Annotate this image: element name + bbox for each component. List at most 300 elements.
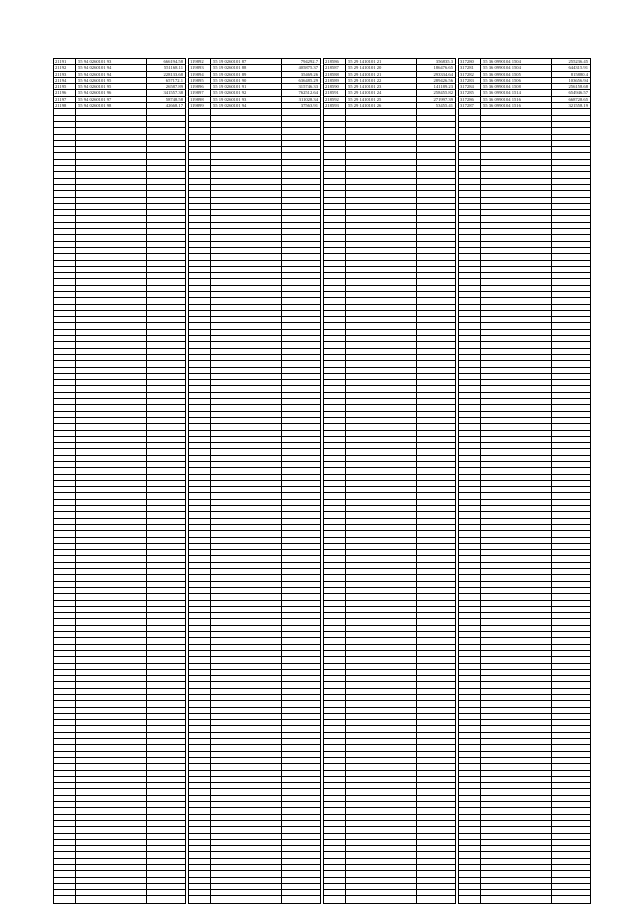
cadastral-number: [211, 651, 282, 656]
row-number: [189, 582, 211, 587]
value-cell: [147, 342, 185, 347]
cadastral-number: [346, 884, 417, 889]
cadastral-number: [76, 802, 147, 807]
row-number: [459, 166, 481, 171]
row-number: [189, 128, 211, 133]
row-number: [324, 122, 346, 127]
row-number: [54, 481, 76, 486]
value-cell: [147, 695, 185, 700]
row-number: [189, 305, 211, 310]
row-number: [324, 179, 346, 184]
row-number: [324, 733, 346, 738]
row-number: [459, 708, 481, 713]
row-number: [459, 638, 481, 643]
row-number: [189, 412, 211, 417]
row-number: [459, 632, 481, 637]
cadastral-number: [346, 210, 417, 215]
row-number: [189, 871, 211, 876]
row-number: [324, 619, 346, 624]
row-number: [189, 764, 211, 769]
cadastral-number: [346, 708, 417, 713]
value-cell: [417, 563, 455, 568]
row-number: [189, 273, 211, 278]
row-number: [459, 519, 481, 524]
value-cell: [552, 796, 590, 801]
cadastral-number: [76, 739, 147, 744]
row-number: [54, 311, 76, 316]
cadastral-number: [481, 393, 552, 398]
row-number: [324, 588, 346, 593]
row-number: [324, 834, 346, 839]
row-number: [324, 777, 346, 782]
row-number: [189, 884, 211, 889]
row-number: [54, 235, 76, 240]
cadastral-number: [346, 519, 417, 524]
value-cell: [147, 594, 185, 599]
cadastral-number: [211, 575, 282, 580]
row-number: [54, 896, 76, 902]
row-number: [459, 418, 481, 423]
cadastral-number: [76, 128, 147, 133]
row-number: 119892: [189, 59, 211, 64]
row-number: [324, 141, 346, 146]
value-cell: [552, 670, 590, 675]
row-number: [459, 386, 481, 391]
row-number: [54, 279, 76, 284]
row-number: [459, 229, 481, 234]
cadastral-number: [211, 588, 282, 593]
cadastral-number: [481, 538, 552, 543]
value-cell: [147, 292, 185, 297]
row-number: [54, 424, 76, 429]
value-cell: [552, 701, 590, 706]
row-number: [54, 670, 76, 675]
row-number: 218593: [324, 103, 346, 108]
row-number: [189, 834, 211, 839]
row-number: [54, 456, 76, 461]
cadastral-number: [211, 261, 282, 266]
row-number: [54, 204, 76, 209]
cadastral-number: [76, 305, 147, 310]
value-cell: 356835.3: [435, 59, 453, 64]
row-number: [459, 815, 481, 820]
cadastral-number: [346, 531, 417, 536]
value-cell: [147, 462, 185, 467]
cadastral-number: [346, 223, 417, 228]
cadastral-number: [211, 481, 282, 486]
row-number: [459, 336, 481, 341]
cadastral-number: [481, 242, 552, 247]
cadastral-number: [211, 613, 282, 618]
value-cell: [147, 160, 185, 165]
value-cell: [282, 834, 320, 839]
cadastral-number: [211, 449, 282, 454]
cadastral-number: [481, 657, 552, 662]
cadastral-number: [481, 172, 552, 177]
value-cell: [552, 771, 590, 776]
value-cell: [282, 109, 320, 114]
cadastral-number: [211, 160, 282, 165]
row-number: [189, 638, 211, 643]
cadastral-number: [211, 185, 282, 190]
row-number: [459, 437, 481, 442]
row-number: [54, 317, 76, 322]
value-cell: 141189.23: [433, 84, 453, 90]
value-cell: [417, 185, 455, 190]
cadastral-number: [211, 884, 282, 889]
row-number: [459, 500, 481, 505]
value-cell: [282, 323, 320, 328]
value-cell: [417, 550, 455, 555]
value-cell: 42668.17: [165, 103, 183, 109]
row-number: [54, 374, 76, 379]
cadastral-number: [76, 512, 147, 517]
row-number: [189, 399, 211, 404]
row-number: [54, 695, 76, 700]
cadastral-number: [76, 796, 147, 801]
row-number: [324, 827, 346, 832]
row-number: [189, 802, 211, 807]
row-number: [54, 330, 76, 335]
row-number: [189, 475, 211, 480]
value-cell: [417, 424, 455, 429]
row-number: [459, 349, 481, 354]
row-number: [324, 330, 346, 335]
cadastral-number: 55 36 0990104 1504: [481, 59, 552, 64]
value-cell: [147, 708, 185, 713]
cadastral-number: [346, 122, 417, 127]
cadastral-number: [481, 368, 552, 373]
value-cell: [552, 198, 590, 203]
value-cell: 289426.56: [433, 77, 453, 83]
value-cell: [147, 512, 185, 517]
row-number: [324, 714, 346, 719]
value-cell: [282, 166, 320, 171]
value-cell: [417, 840, 455, 845]
cadastral-number: [346, 645, 417, 650]
row-number: [189, 292, 211, 297]
row-number: [324, 676, 346, 681]
cadastral-number: [346, 412, 417, 417]
cadastral-number: [346, 279, 417, 284]
row-number: [189, 405, 211, 410]
cadastral-number: [481, 582, 552, 587]
cadastral-number: [346, 216, 417, 221]
value-cell: [552, 386, 590, 391]
cadastral-number: [211, 563, 282, 568]
value-cell: [417, 336, 455, 341]
row-number: [459, 456, 481, 461]
row-number: [459, 109, 481, 114]
row-number: [189, 361, 211, 366]
row-number: [189, 424, 211, 429]
row-number: [189, 733, 211, 738]
cadastral-number: [211, 708, 282, 713]
cadastral-number: [346, 368, 417, 373]
value-cell: [417, 890, 455, 895]
row-number: [324, 846, 346, 851]
cadastral-number: [211, 128, 282, 133]
cadastral-number: [346, 179, 417, 184]
value-cell: [552, 468, 590, 473]
cadastral-number: [76, 267, 147, 272]
cadastral-number: [346, 733, 417, 738]
cadastral-number: [481, 374, 552, 379]
value-cell: [417, 739, 455, 744]
value-cell: [282, 475, 320, 480]
value-cell: [147, 172, 185, 177]
row-number: [54, 651, 76, 656]
row-number: [189, 261, 211, 266]
value-cell: [552, 840, 590, 845]
cadastral-number: [211, 689, 282, 694]
value-cell: [417, 153, 455, 158]
value-cell: [282, 745, 320, 750]
cadastral-number: [481, 223, 552, 228]
cadastral-number: [76, 638, 147, 643]
row-number: [459, 361, 481, 366]
value-cell: [417, 431, 455, 436]
value-cell: [552, 613, 590, 618]
cadastral-number: [346, 443, 417, 448]
value-cell: [147, 349, 185, 354]
row-number: [189, 242, 211, 247]
cadastral-number: [211, 311, 282, 316]
row-number: 218592: [324, 97, 346, 102]
cadastral-number: [76, 714, 147, 719]
value-cell: [147, 135, 185, 140]
value-cell: [147, 153, 185, 158]
value-cell: [282, 739, 320, 744]
cadastral-number: [76, 336, 147, 341]
row-number: [189, 493, 211, 498]
row-number: [54, 745, 76, 750]
cadastral-number: [211, 506, 282, 511]
value-cell: [417, 393, 455, 398]
value-cell: [282, 349, 320, 354]
cadastral-number: [76, 733, 147, 738]
value-cell: [552, 808, 590, 813]
cadastral-number: 55 36 0990104 1516: [481, 97, 552, 102]
value-cell: [282, 506, 320, 511]
row-number: [54, 153, 76, 158]
value-cell: [417, 871, 455, 876]
cadastral-number: [211, 733, 282, 738]
value-cell: [552, 619, 590, 624]
cadastral-number: 55 94 0260101 93: [76, 59, 147, 64]
value-cell: [147, 487, 185, 492]
value-cell: [147, 261, 185, 266]
value-cell: [552, 531, 590, 536]
value-cell: [282, 135, 320, 140]
row-number: [54, 664, 76, 669]
row-number: [459, 512, 481, 517]
value-cell: [282, 815, 320, 820]
cadastral-number: [211, 556, 282, 561]
row-number: [324, 506, 346, 511]
cadastral-number: [346, 437, 417, 442]
row-number: [54, 128, 76, 133]
row-number: [54, 619, 76, 624]
value-cell: [417, 619, 455, 624]
row-number: [459, 431, 481, 436]
row-number: [324, 128, 346, 133]
cadastral-number: [211, 191, 282, 196]
value-cell: [147, 758, 185, 763]
value-cell: [417, 865, 455, 870]
row-number: [324, 166, 346, 171]
cadastral-number: [76, 254, 147, 259]
cadastral-number: [211, 487, 282, 492]
cadastral-number: [76, 531, 147, 536]
row-number: [189, 563, 211, 568]
cadastral-number: 55 29 1410101 21: [346, 59, 417, 64]
row-number: [324, 519, 346, 524]
row-number: [459, 808, 481, 813]
value-cell: [147, 871, 185, 876]
row-number: [189, 519, 211, 524]
cadastral-number: [76, 664, 147, 669]
cadastral-number: 55 94 0260101 98: [76, 103, 147, 108]
value-cell: [417, 884, 455, 889]
value-cell: [147, 412, 185, 417]
cadastral-number: [76, 758, 147, 763]
cadastral-number: [346, 116, 417, 121]
cadastral-number: [481, 670, 552, 675]
value-cell: [282, 525, 320, 530]
cadastral-number: [76, 594, 147, 599]
row-number: [324, 323, 346, 328]
row-number: [324, 223, 346, 228]
value-cell: [552, 834, 590, 839]
value-cell: [417, 544, 455, 549]
cadastral-number: [346, 657, 417, 662]
value-cell: [417, 664, 455, 669]
cadastral-number: [481, 405, 552, 410]
cadastral-number: [76, 475, 147, 480]
row-number: [324, 594, 346, 599]
cadastral-number: [481, 859, 552, 864]
cadastral-number: [76, 632, 147, 637]
cadastral-number: [346, 355, 417, 360]
row-number: 21195: [54, 84, 76, 89]
cadastral-number: [346, 682, 417, 687]
row-number: [54, 147, 76, 152]
value-cell: [282, 896, 320, 902]
value-cell: [282, 626, 320, 631]
value-cell: [147, 588, 185, 593]
value-cell: [282, 355, 320, 360]
row-number: [459, 796, 481, 801]
row-number: [54, 582, 76, 587]
cadastral-number: [76, 386, 147, 391]
cadastral-number: [211, 342, 282, 347]
value-cell: [147, 846, 185, 851]
row-number: [54, 109, 76, 114]
cadastral-number: 55 94 0260101 94: [76, 65, 147, 70]
row-number: [189, 619, 211, 624]
row-number: [54, 777, 76, 782]
cadastral-number: [481, 292, 552, 297]
cadastral-number: [76, 601, 147, 606]
value-cell: [282, 632, 320, 637]
value-cell: [282, 147, 320, 152]
table-column: [458, 58, 591, 904]
row-number: [459, 846, 481, 851]
cadastral-number: [76, 153, 147, 158]
cadastral-number: [346, 815, 417, 820]
cadastral-number: [481, 456, 552, 461]
value-cell: [552, 462, 590, 467]
row-number: [324, 670, 346, 675]
data-table: [53, 58, 592, 904]
row-number: [459, 261, 481, 266]
value-cell: [552, 437, 590, 442]
cadastral-number: [211, 512, 282, 517]
row-number: [54, 575, 76, 580]
value-cell: [147, 437, 185, 442]
cadastral-number: [481, 386, 552, 391]
cadastral-number: [76, 424, 147, 429]
cadastral-number: [76, 323, 147, 328]
cadastral-number: [211, 292, 282, 297]
cadastral-number: [481, 556, 552, 561]
value-cell: 58748.58: [165, 96, 183, 102]
row-number: 317286: [459, 97, 481, 102]
cadastral-number: [76, 859, 147, 864]
value-cell: [552, 405, 590, 410]
row-number: [324, 248, 346, 253]
row-number: [189, 815, 211, 820]
cadastral-number: [211, 468, 282, 473]
cadastral-number: [76, 210, 147, 215]
row-number: [54, 355, 76, 360]
row-number: [324, 852, 346, 857]
row-number: [54, 449, 76, 454]
cadastral-number: [76, 657, 147, 662]
row-number: [459, 179, 481, 184]
row-number: [189, 336, 211, 341]
value-cell: [282, 437, 320, 442]
cadastral-number: [211, 619, 282, 624]
cadastral-number: [346, 512, 417, 517]
value-cell: [552, 292, 590, 297]
value-cell: [282, 733, 320, 738]
row-number: [189, 286, 211, 291]
row-number: [54, 878, 76, 883]
value-cell: [147, 651, 185, 656]
row-number: [54, 185, 76, 190]
value-cell: [417, 261, 455, 266]
cadastral-number: [76, 229, 147, 234]
row-number: [54, 808, 76, 813]
row-number: [54, 726, 76, 731]
cadastral-number: [481, 431, 552, 436]
cadastral-number: [76, 368, 147, 373]
cadastral-number: [346, 865, 417, 870]
row-number: [459, 752, 481, 757]
value-cell: [282, 468, 320, 473]
row-number: [189, 279, 211, 284]
cadastral-number: [211, 317, 282, 322]
value-cell: [147, 216, 185, 221]
value-cell: [417, 714, 455, 719]
cadastral-number: [346, 468, 417, 473]
cadastral-number: [211, 764, 282, 769]
cadastral-number: [76, 588, 147, 593]
cadastral-number: [211, 538, 282, 543]
cadastral-number: [346, 475, 417, 480]
